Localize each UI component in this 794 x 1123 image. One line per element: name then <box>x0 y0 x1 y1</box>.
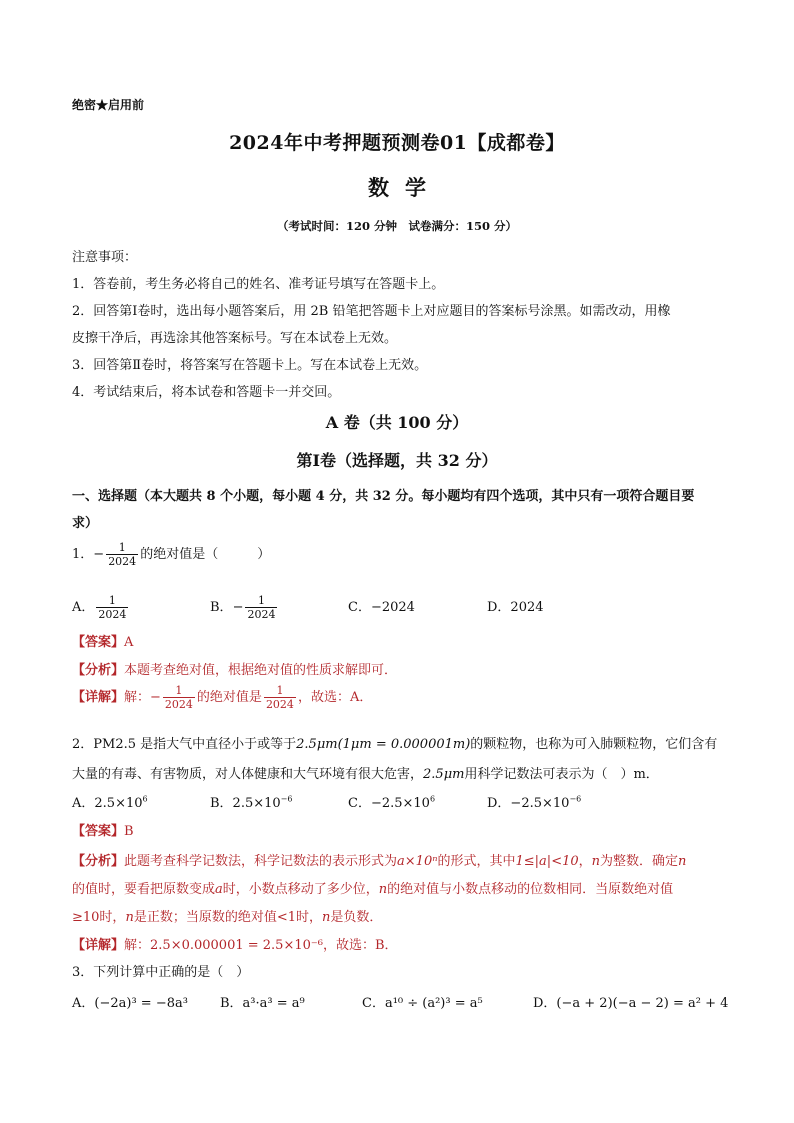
q2-analysis: 【分析】此题考查科学记数法，科学记数法的表示形式为a×10ⁿ的形式，其中1≤|a|<10，n为整数．确定n <box>72 854 687 869</box>
q2-option-b: B．$2.5\times 10^{-6}$ <box>210 794 293 811</box>
note-item: 4．考试结束后，将本试卷和答题卡一并交回。 <box>72 385 341 400</box>
q2-analysis-cont: 的值时，要看把原数变成a时，小数点移动了多少位，n的绝对值与小数点移动的位数相同．当原数绝对值 <box>72 882 674 897</box>
note-item: 1．答卷前，考生务必将自己的姓名、准考证号填写在答题卡上。 <box>72 277 445 292</box>
fraction: $\frac{1}{2024}$ <box>108 541 137 568</box>
q3-option-b: B．a³·a³ = a⁹ <box>220 996 305 1011</box>
q2-answer: 【答案】B <box>72 824 134 839</box>
exam-info: （考试时间：120 分钟 试卷满分：150 分） <box>276 219 517 233</box>
q1-option-a: A． $\frac{1}{2024}$ <box>72 594 127 621</box>
mc-description: 一、选择题（本大题共 8 个小题，每小题 4 分，共 32 分。每小题均有四个选项，其中只有一项符合题目要 <box>72 489 695 504</box>
section-a-title: A 卷（共 100 分） <box>325 413 469 432</box>
q2-analysis-cont: ≥10时，n是正数；当原数的绝对值<1时，n是负数． <box>72 910 383 925</box>
q1-option-c: C．−2024 <box>348 600 415 615</box>
mc-description-cont: 求） <box>72 516 99 531</box>
part1-title: 第Ⅰ卷（选择题，共 32 分） <box>296 451 498 470</box>
q1-option-d: D．2024 <box>487 600 544 615</box>
q2-option-d: D．$-2.5\times 10^{-6}$ <box>487 794 582 811</box>
q3-option-d: D．(−a + 2)(−a − 2) = a² + 4 <box>533 996 729 1011</box>
q1-analysis: 【分析】本题考查绝对值，根据绝对值的性质求解即可． <box>72 663 398 678</box>
q2-detail: 【详解】解：2.5×0.000001 = 2.5×10⁻⁶，故选：B． <box>72 938 398 953</box>
q1-option-b: B．− $\frac{1}{2024}$ <box>210 594 276 621</box>
q2-option-a: A．$2.5\times 10^6$ <box>72 794 148 811</box>
note-item: 皮擦干净后，再选涂其他答案标号。写在本试卷上无效。 <box>72 331 398 346</box>
question-2-stem-cont: 大量的有毒、有害物质，对人体健康和大气环境有很大危害，2.5μm用科学记数法可表示为（ ）m． <box>72 767 659 782</box>
q3-option-a: A．(−2a)³ = −8a³ <box>72 996 188 1011</box>
subject-title: 数学 <box>368 175 442 200</box>
exam-title: 2024年中考押题预测卷01【成都卷】 <box>229 132 565 154</box>
notes-heading: 注意事项： <box>72 250 138 265</box>
confidential-mark: 绝密★启用前 <box>72 98 145 112</box>
q1-detail: 【详解】解：− $\frac{1}{2024}$ 的绝对值是 $\frac{1}{2024}$ ，故选：A． <box>72 684 373 711</box>
q1-answer: 【答案】A <box>72 635 134 650</box>
q3-option-c: C．a¹⁰ ÷ (a²)³ = a⁵ <box>362 996 483 1011</box>
q2-option-c: C．$-2.5\times 10^6$ <box>348 794 436 811</box>
note-item: 3．回答第Ⅱ卷时，将答案写在答题卡上。写在本试卷上无效。 <box>72 358 428 373</box>
note-item: 2．回答第Ⅰ卷时，选出每小题答案后，用 2B 铅笔把答题卡上对应题目的答案标号涂黑。如需改动，用橡 <box>72 304 671 319</box>
question-1-stem: 1．− $\frac{1}{2024}$ 的绝对值是（ ） <box>72 541 271 568</box>
question-3-stem: 3．下列计算中正确的是（ ） <box>72 965 250 980</box>
question-2-stem: 2．PM2.5 是指大气中直径小于或等于2.5μm(1μm = 0.000001m)的颗粒物，也称为可入肺颗粒物，它们含有 <box>72 737 718 752</box>
